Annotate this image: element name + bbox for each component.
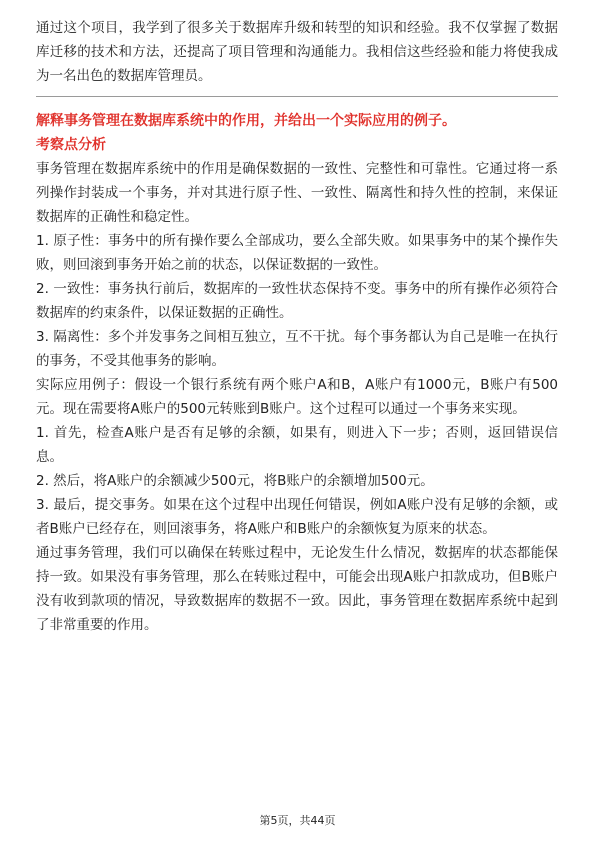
document-page	[36, 16, 558, 637]
example-step-2: 2. 然后，将A账户的余额减少500元，将B账户的余额增加500元。	[36, 473, 434, 489]
analysis-heading: 考察点分析	[36, 137, 106, 153]
example-intro: 实际应用例子：假设一个银行系统有两个账户A和B，A账户有1000元，B账户有500元。现在需要将A账户的500元转账到B账户。这个过程可以通过一个事务来实现。	[36, 377, 558, 417]
example-step-3: 3. 最后，提交事务。如果在这个过程中出现任何错误，例如A账户没有足够的余额，或者B账户已经存在，则回滚事务，将A账户和B账户的余额恢复为原来的状态。	[36, 497, 558, 537]
isolation-item: 3. 隔离性：多个并发事务之间相互独立，互不干扰。每个事务都认为自己是唯一在执行的事务，不受其他事务的影响。	[36, 329, 558, 369]
intro-paragraph: 通过这个项目，我学到了很多关于数据库升级和转型的知识和经验。我不仅掌握了数据库迁移的技术和方法，还提高了项目管理和沟通能力。我相信这些经验和能力将使我成为一名出色的数据库管理员。	[36, 20, 558, 84]
section-divider	[36, 96, 558, 97]
conclusion-paragraph: 通过事务管理，我们可以确保在转账过程中，无论发生什么情况，数据库的状态都能保持一致。如果没有事务管理，那么在转账过程中，可能会出现A账户扣款成功，但B账户没有收到款项的情况，导致数据库的数据不一致。因此，事务管理在数据库系统中起到了非常重要的作用。	[36, 545, 558, 633]
consistency-item: 2. 一致性：事务执行前后，数据库的一致性状态保持不变。事务中的所有操作必须符合数据库的约束条件，以保证数据的正确性。	[36, 281, 558, 321]
question-title: 解释事务管理在数据库系统中的作用，并给出一个实际应用的例子。	[36, 113, 456, 129]
analysis-paragraph: 事务管理在数据库系统中的作用是确保数据的一致性、完整性和可靠性。它通过将一系列操作封装成一个事务，并对其进行原子性、一致性、隔离性和持久性的控制，来保证数据库的正确性和稳定性。	[36, 161, 558, 225]
page-number-footer: 第5页，共44页	[259, 814, 336, 827]
example-step-1: 1. 首先，检查A账户是否有足够的余额，如果有，则进入下一步；否则，返回错误信息。	[36, 425, 558, 465]
atomicity-item: 1. 原子性：事务中的所有操作要么全部成功，要么全部失败。如果事务中的某个操作失败，则回滚到事务开始之前的状态，以保证数据的一致性。	[36, 233, 558, 273]
